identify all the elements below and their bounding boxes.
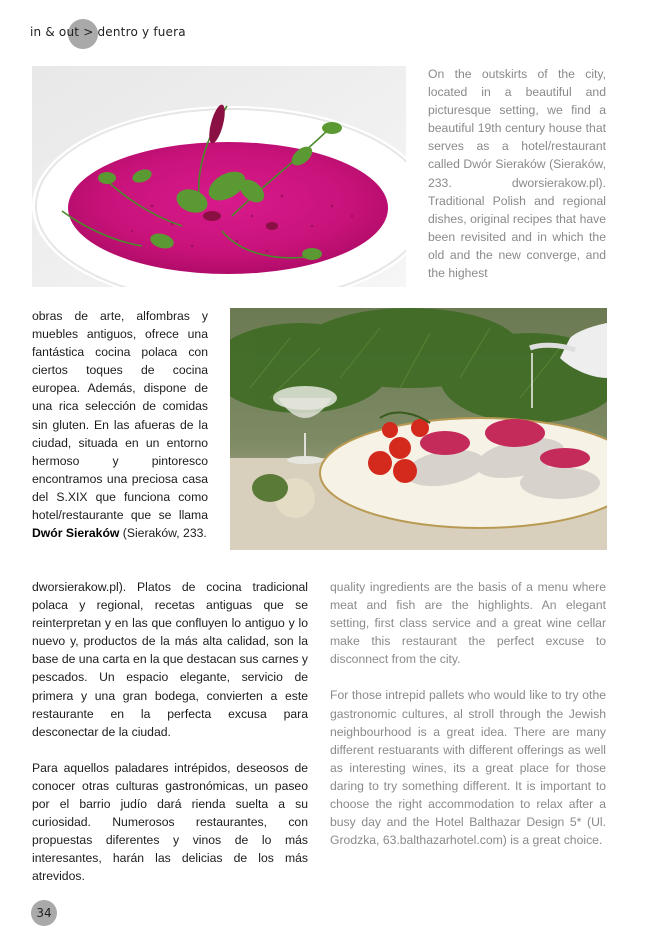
- english-paragraph-1: quality ingredients are the basis of a menu where meat and fish are the highlights. An elegant setting, first class service and a great wine cellar make this restaurant the perfect excuse to disconnect from the city.: [330, 580, 606, 667]
- spanish-paragraph-1: dworsierakow.pl). Platos de cocina tradicional polaca y regional, recetas antiguas que se reinterpretan y en las que confluyen lo antiguo y lo nuevo y, productos de la más alta calidad, son la base de una carta en la que destacan sus carnes y pescados. Un espacio elegante, servicio de primera y una gran bodega, convierten a este restaurante en la perfecta excusa para desconectar de la ciudad.: [32, 580, 308, 739]
- spanish-left-text: obras de arte, alfombras y muebles antiguos, ofrece una fantástica cocina polaca con ciertos toques de cocina europea. Además, dispone de una rica selección de comidas sin gluten. En las afueras de la ciudad, situada en un entorno hermoso y pintoresco encontramos una preciosa casa del S.XIX que funciona como hotel/restaurante que se llama: [32, 309, 208, 523]
- english-right-column: [330, 578, 606, 849]
- restaurant-name: Dwór Sieraków: [32, 526, 120, 541]
- spanish-paragraph-2: Para aquellos paladares intrépidos, deseosos de conocer otras culturas gastronómicas, un paseo por el barrio judío dará rienda suelta a su curiosidad. Numerosos restaurantes, con propuestas diferentes y vinos de lo más interesantes, harán las delicias de los más atrevidos.: [32, 760, 308, 884]
- english-paragraph-2: For those intrepid pallets who would like to try othe gastronomic cultures, al stroll through the Jewish neighbourhood is a great idea. There are many different restuarants with different offerings as well as interesting wines, its a great place for those daring to try something different. It is important to choose the right accommodation to relax after a busy day and the Hotel Balthazar Design 5* (Ul. Grodzka, 63.balthazarhotel.com) is a great choice.: [330, 688, 606, 848]
- spanish-bottom-column: [32, 578, 308, 886]
- spanish-left-address: (Sieraków, 233.: [122, 526, 207, 541]
- beet-soup-photo: [32, 66, 406, 287]
- section-title: in & out > dentro y fuera: [30, 25, 186, 39]
- english-intro-paragraph: On the outskirts of the city, located in a beautiful and picturesque setting, we find a beautiful 19th century house that serves as a hotel/restaurant called Dwór Sieraków (Sieraków, 233. dworsierakow.pl). Traditional Polish and regional dishes, original recipes that have been revisited and in which the old and the new converge, and the highest: [428, 67, 606, 281]
- herring-dish-photo: [230, 308, 607, 550]
- page-number: 34: [31, 900, 57, 926]
- spanish-left-paragraph: [32, 307, 208, 542]
